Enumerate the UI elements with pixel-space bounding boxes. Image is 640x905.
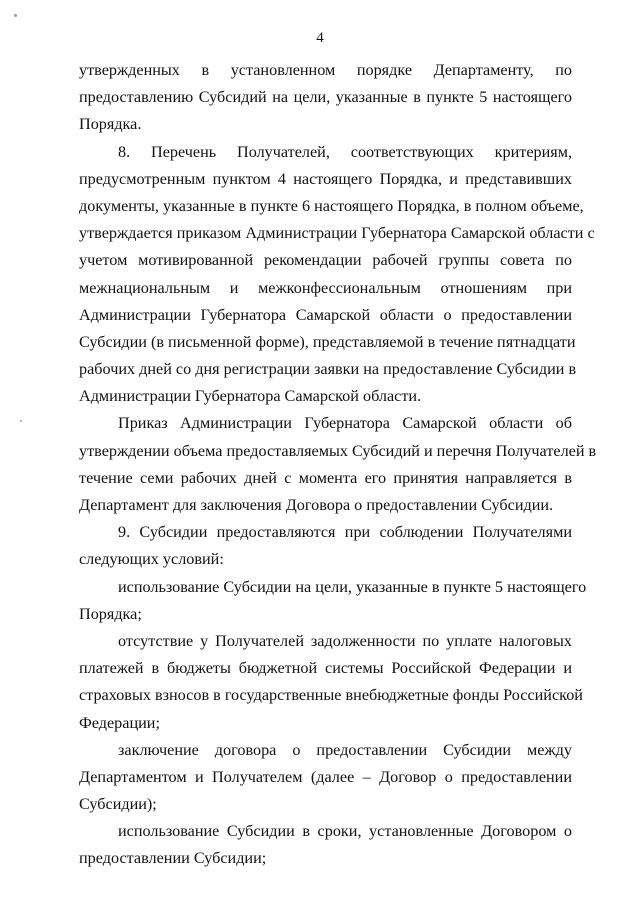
text-line: рабочих дней со дня регистрации заявки на предоставление Субсидии в — [79, 360, 577, 379]
text-line: Департамент для заключения Договора о предоставлении Субсидии. — [79, 496, 554, 514]
text-line: предоставлении Субсидии; — [79, 849, 267, 868]
page-number: 4 — [316, 30, 324, 46]
text-line: Порядка. — [79, 115, 142, 134]
text-line: документы, указанные в пункте 6 настоящего Порядка, в полном объеме, — [79, 196, 584, 215]
text-line: заключение договора о предоставлении Субсидии между — [118, 740, 572, 759]
text-line: страховых взносов в государственные внебюджетные фонды Российской — [79, 686, 583, 705]
text-line: утверждается приказом Администрации Губернатора Самарской области с — [79, 224, 595, 243]
text-line: утвержденных в установленном порядке Департаменту, по — [79, 61, 572, 79]
text-line: использование Субсидии на цели, указанные в пункте 5 настоящего — [118, 577, 587, 596]
text-line: использование Субсидии в сроки, установленные Договором о — [118, 822, 572, 841]
text-line: Приказ Администрации Губернатора Самарской области об — [118, 414, 572, 433]
document-body — [79, 57, 597, 873]
text-line: предусмотренным пунктом 4 настоящего Порядка, и представивших — [79, 169, 572, 188]
text-line: Администрации Губернатора Самарской области. — [79, 387, 422, 406]
text-line: отсутствие у Получателей задолженности по уплате налоговых — [118, 631, 572, 650]
scan-speck — [14, 14, 17, 17]
text-line: учетом мотивированной рекомендации рабочей группы совета по — [79, 251, 572, 270]
text-line: течение семи рабочих дней с момента его принятия направляется в — [79, 468, 572, 487]
text-line: Администрации Губернатора Самарской области о предоставлении — [79, 305, 572, 324]
text-line: предоставлению Субсидий на цели, указанные в пункте 5 настоящего — [79, 88, 572, 107]
scan-speck — [20, 420, 22, 422]
text-line: межнациональным и межконфессиональным отношениям при — [79, 278, 572, 297]
text-line: Субсидии (в письменной форме), представляемой в течение пятнадцати — [79, 332, 576, 351]
text-line: утверждении объема предоставляемых Субсидий и перечня Получателей в — [79, 441, 597, 460]
text-line: следующих условий: — [79, 550, 224, 569]
text-line: Порядка; — [79, 604, 142, 623]
text-line: 8. Перечень Получателей, соответствующих критериям, — [118, 142, 572, 161]
text-line: 9. Субсидии предоставляются при соблюдении Получателями — [118, 523, 572, 542]
text-line: Федерации; — [79, 713, 160, 732]
text-line: Субсидии); — [79, 795, 157, 814]
text-line: Департаментом и Получателем (далее – Договор о предоставлении — [79, 767, 572, 786]
text-line: платежей в бюджеты бюджетной системы Российской Федерации и — [79, 659, 572, 678]
